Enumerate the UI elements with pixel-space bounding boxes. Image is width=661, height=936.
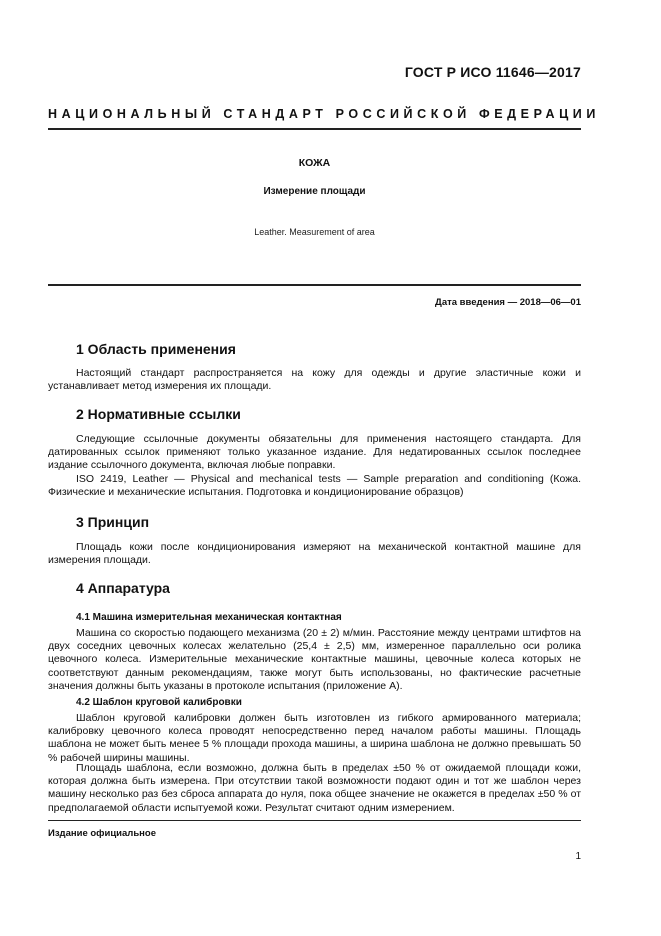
national-standard-banner: НАЦИОНАЛЬНЫЙ СТАНДАРТ РОССИЙСКОЙ ФЕДЕРАЦИИ bbox=[48, 107, 600, 121]
header-divider bbox=[48, 128, 581, 130]
section-1-paragraph: Настоящий стандарт распространяется на кожу для одежды и другие эластичные кожи и устанавливает метод измерения их площади. bbox=[48, 367, 581, 393]
title-divider bbox=[48, 284, 581, 286]
subsection-4-2-heading: 4.2 Шаблон круговой калибровки bbox=[76, 697, 242, 708]
document-subtitle: Измерение площади bbox=[263, 186, 366, 197]
section-3-heading: 3 Принцип bbox=[76, 514, 150, 530]
introduction-date: Дата введения — 2018—06—01 bbox=[435, 297, 581, 308]
document-title: КОЖА bbox=[298, 157, 331, 169]
subsection-4-1-paragraph: Машина со скоростью подающего механизма (20 ± 2) м/мин. Расстояние между центрами штифтов на двух соседних цевочных колесах желательно (25,4 ± 2,5) мм, измеренное параллельно оси ролика цевочного колеса. Измерительные механические контактные машины, цевочные колеса которых не соответствуют данным рекомендациям, также могут быть использованы, но фактические расчетные значения должны быть указаны в протоколе испытания (приложение А). bbox=[48, 627, 581, 692]
footer-divider bbox=[48, 820, 581, 821]
section-2-paragraph-1: Следующие ссылочные документы обязательны для применения настоящего стандарта. Для датированных ссылок применяют только указанное издание. Для недатированных ссылок последнее издание ссылочного документа, включая любые поправки. bbox=[48, 433, 581, 472]
section-3-paragraph: Площадь кожи после кондиционирования измеряют на механической контактной машине для измерения площади. bbox=[48, 541, 581, 567]
section-2-paragraph-2: ISO 2419, Leather — Physical and mechanical tests — Sample preparation and conditioning (Кожа. Физические и механические испытания. Подготовка и кондиционирование образцов) bbox=[48, 473, 581, 499]
subsection-4-2-paragraph-1: Шаблон круговой калибровки должен быть изготовлен из гибкого армированного материала; калибровку цевочного колеса проводят непосредственно перед началом работы машины. Площадь шаблона не может быть менее 5 % площади прохода машины, а ширина шаблона не должно превышать 50 % рабочей ширины машины. bbox=[48, 712, 581, 764]
page-number: 1 bbox=[575, 851, 581, 862]
official-edition-label: Издание официальное bbox=[48, 828, 156, 839]
document-id: ГОСТ Р ИСО 11646—2017 bbox=[404, 64, 581, 80]
english-title: Leather. Measurement of area bbox=[254, 227, 375, 237]
section-2-heading: 2 Нормативные ссылки bbox=[76, 406, 241, 422]
section-4-heading: 4 Аппаратура bbox=[76, 580, 170, 596]
section-1-heading: 1 Область применения bbox=[76, 341, 236, 357]
subsection-4-2-paragraph-2: Площадь шаблона, если возможно, должна быть в пределах ±50 % от ожидаемой площади кожи, которая должна быть измерена. При отсутствии такой возможности подают один и тот же шаблон через машину несколько раз без сброса аппарата до нуля, пока общее значение не окажется в пределах ±50 % от предполагаемой области испытуемой кожи. Результат считают одним измерением. bbox=[48, 762, 581, 814]
subsection-4-1-heading: 4.1 Машина измерительная механическая контактная bbox=[76, 612, 342, 623]
